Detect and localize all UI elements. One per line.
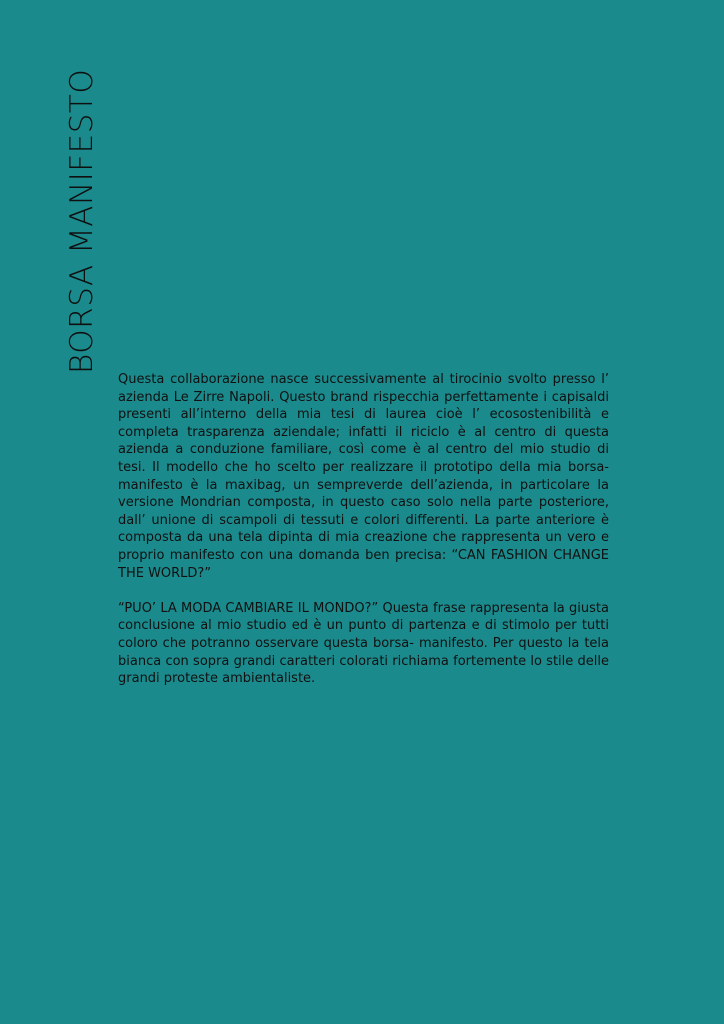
paragraph-1: Questa collaborazione nasce successivamente al tirocinio svolto presso l’ azienda Le Zirre Napoli. Questo brand rispecchia perfettamente i capisaldi presenti all’interno della mia tesi di laurea cioè l’ ecosostenibilità e completa trasparenza aziendale; infatti il riciclo è al centro di questa azienda a conduzione familiare, così come è al centro del mio studio di tesi. Il modello che ho scelto per realizzare il prototipo della mia borsa-manifesto è la maxibag, un sempreverde dell’azienda, in particolare la versione Mondrian composta, in questo caso solo nella parte posteriore, dall’ unione di scampoli di tessuti e colori differenti. La parte anteriore è composta da una tela dipinta di mia creazione che rappresenta un vero e proprio manifesto con una domanda ben precisa: “CAN FASHION CHANGE THE WORLD?” — [118, 372, 609, 581]
page-title: BORSA MANIFESTO — [64, 68, 100, 374]
body-text — [118, 371, 609, 688]
paragraph-2: “PUO’ LA MODA CAMBIARE IL MONDO?” Questa frase rappresenta la giusta conclusione al mio studio ed è un punto di partenza e di stimolo per tutti coloro che potranno osservare questa borsa- manifesto. Per questo la tela bianca con sopra grandi caratteri colorati richiama fortemente lo stile delle grandi proteste ambientaliste. — [118, 600, 609, 687]
